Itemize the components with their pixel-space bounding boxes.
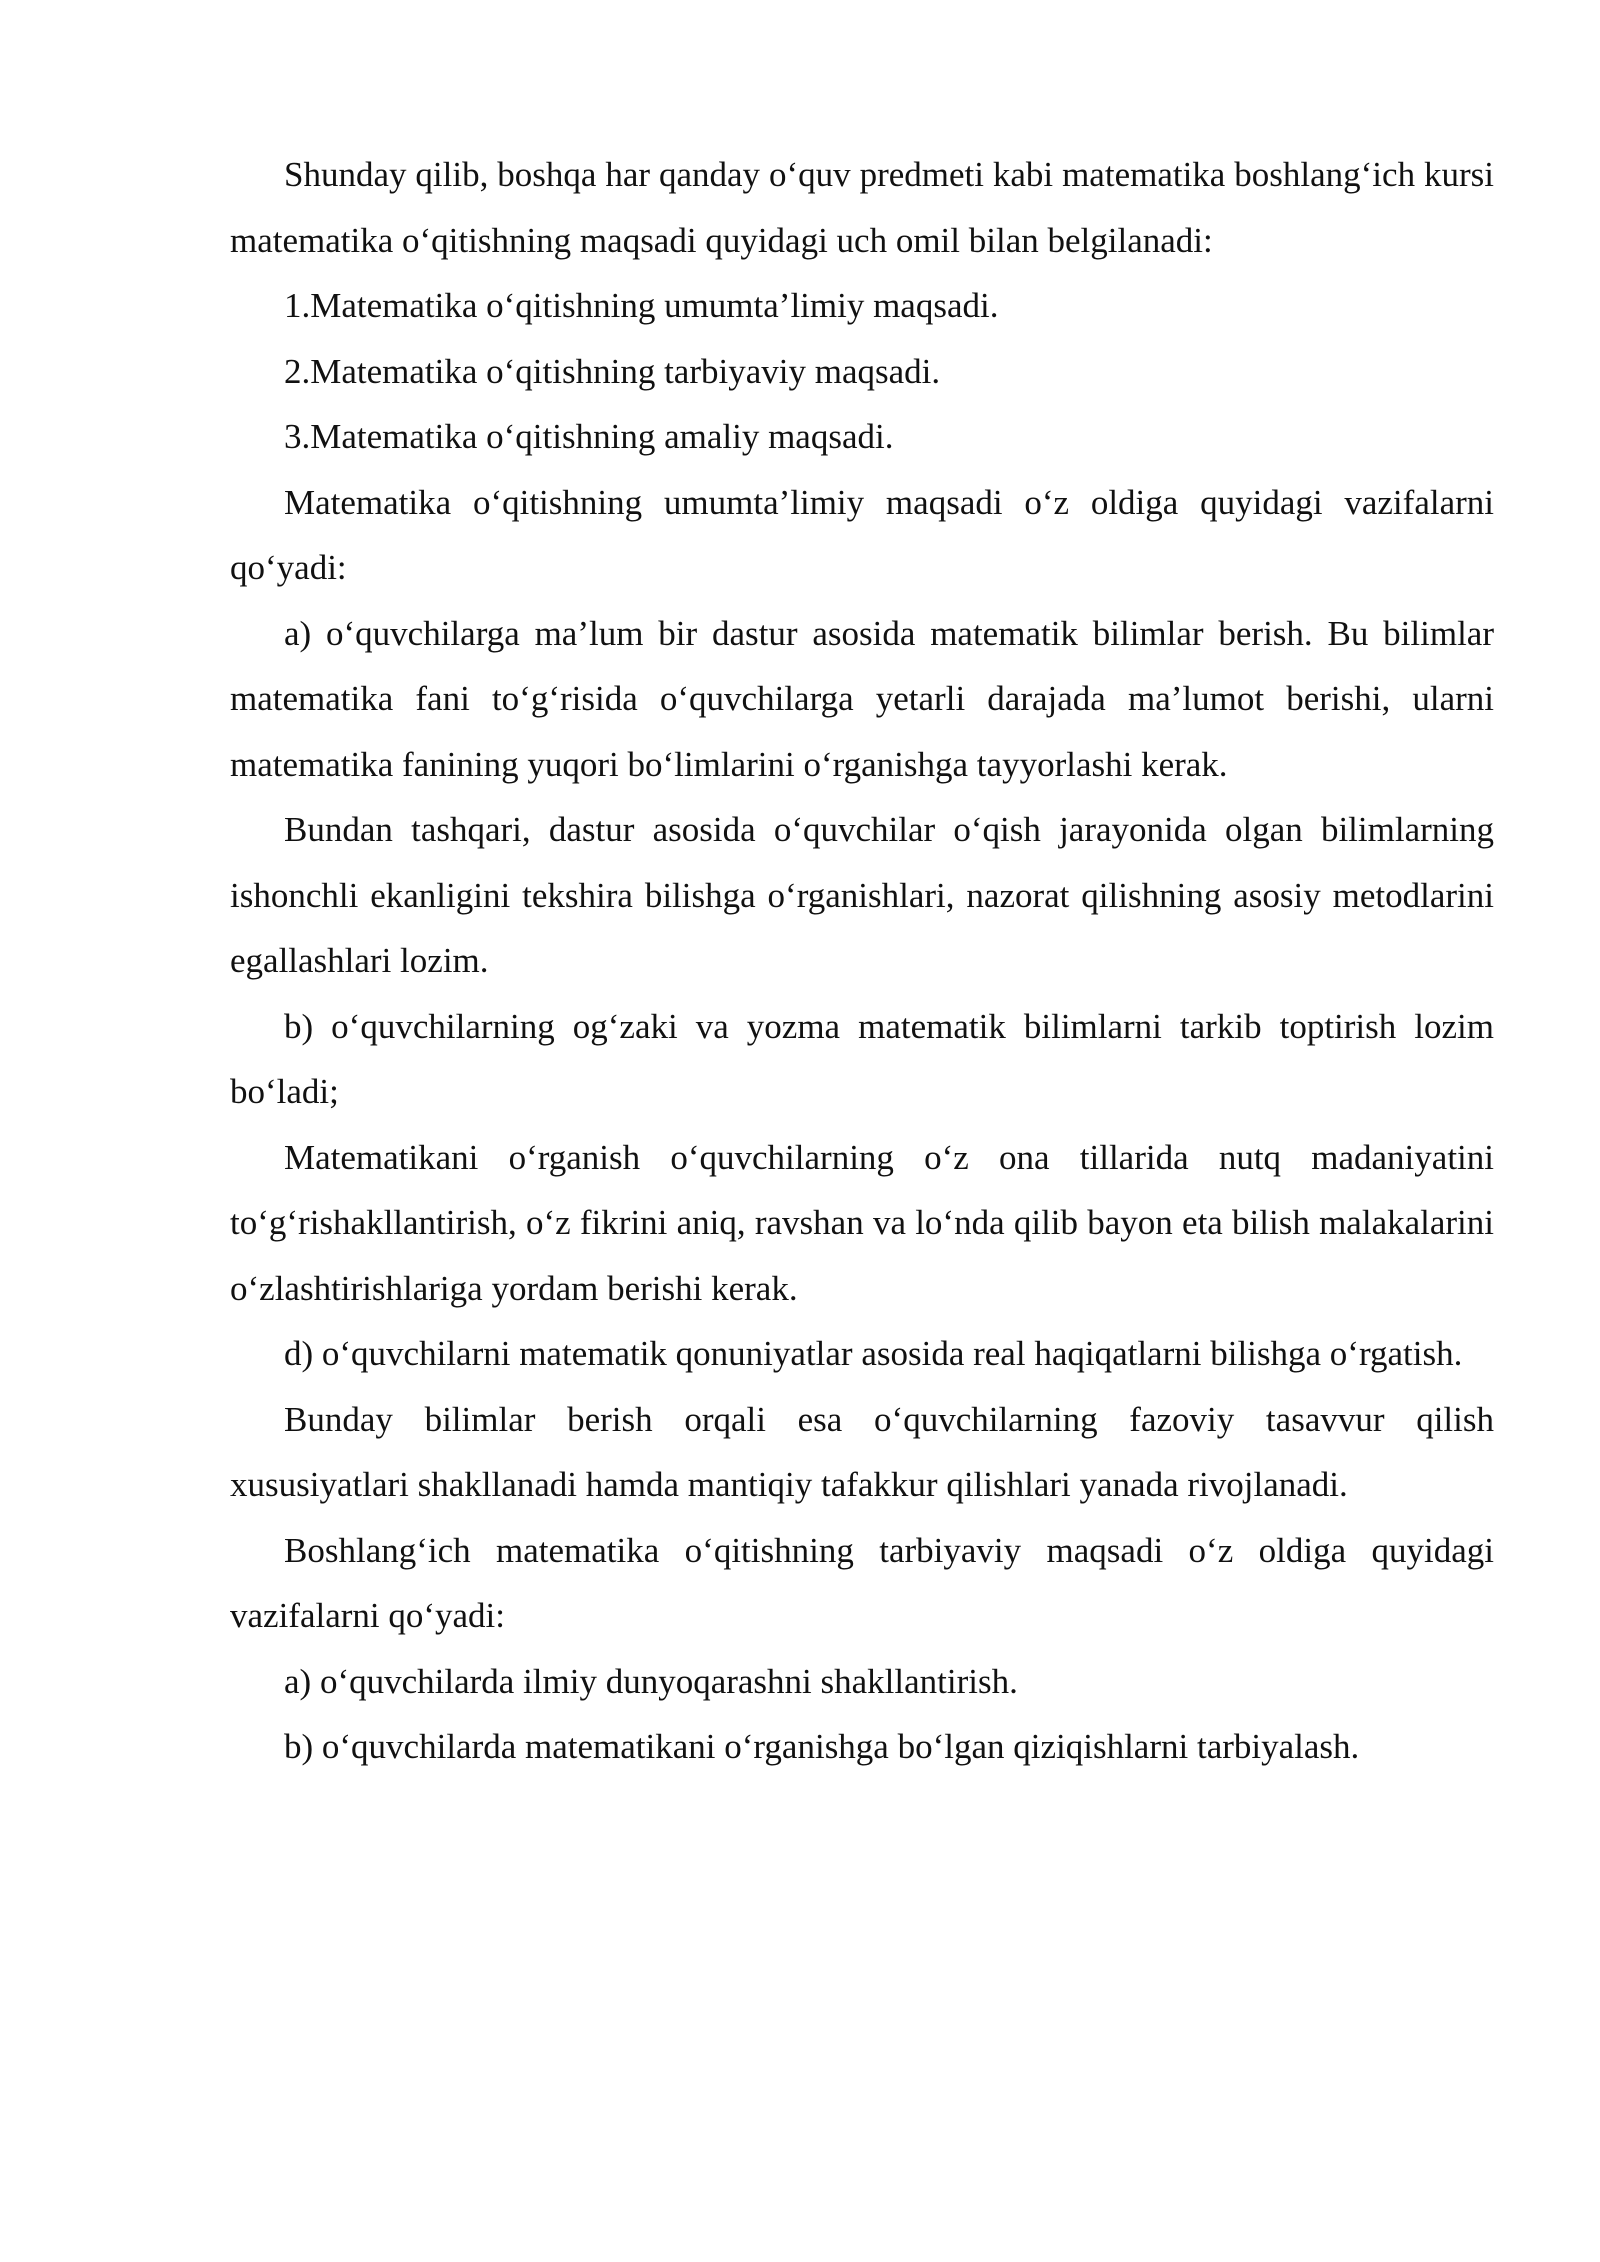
list-item-3: 3.Matematika o‘qitishning amaliy maqsadi. [284, 417, 894, 456]
paragraph-spatial-thinking: Bunday bilimlar berish orqali esa o‘quvchilarning fazoviy tasavvur qilish xususiyatlari shakllanadi hamda mantiqiy tafakkur qilishlari yanada rivojlanadi. [230, 1399, 1494, 1504]
paragraph-item-b: b) o‘quvchilarning og‘zaki va yozma matematik bilimlarni tarkib toptirish lozim bo‘ladi; [230, 1006, 1494, 1111]
paragraph-educational-item-b: b) o‘quvchilarda matematikani o‘rganishga bo‘lgan qiziqishlarni tarbiyalash. [284, 1727, 1360, 1766]
list-item-1: 1.Matematika o‘qitishning umumta’limiy maqsadi. [284, 286, 999, 325]
paragraph-educational-goal: Boshlang‘ich matematika o‘qitishning tarbiyaviy maqsadi o‘z oldiga quyidagi vazifalarni qo‘yadi: [230, 1530, 1494, 1635]
paragraph-general-goal: Matematika o‘qitishning umumta’limiy maqsadi o‘z oldiga quyidagi vazifalarni qo‘yadi: [230, 482, 1494, 587]
paragraph-item-a: a) o‘quvchilarga ma’lum bir dastur asosida matematik bilimlar berish. Bu bilimlar matematika fani to‘g‘risida o‘quvchilarga yetarli darajada ma’lumot berishi, ularni matematika fanining yuqori bo‘limlarini o‘rganishga tayyorlashi kerak. [230, 613, 1494, 784]
paragraph-intro: Shunday qilib, boshqa har qanday o‘quv predmeti kabi matematika boshlang‘ich kursi matematika o‘qitishning maqsadi quyidagi uch omil bilan belgilanadi: [230, 155, 1494, 260]
paragraph-educational-item-a: a) o‘quvchilarda ilmiy dunyoqarashni shakllantirish. [284, 1661, 1018, 1701]
list-item-2: 2.Matematika o‘qitishning tarbiyaviy maqsadi. [284, 351, 941, 391]
paragraph-speech-culture: Matematikani o‘rganish o‘quvchilarning o‘z ona tillarida nutq madaniyatini to‘g‘rishakllantirish, o‘z fikrini aniq, ravshan va lo‘nda qilib bayon eta bilish malakalarini o‘zlashtirishlariga yordam berishi kerak. [230, 1137, 1494, 1308]
paragraph-item-d: d) o‘quvchilarni matematik qonuniyatlar asosida real haqiqatlarni bilishga o‘rgatish. [284, 1334, 1463, 1373]
paragraph-control-methods: Bundan tashqari, dastur asosida o‘quvchilar o‘qish jarayonida olgan bilimlarning ishonchli ekanligini tekshira bilishga o‘rganishlari, nazorat qilishning asosiy metodlarini egallashlari lozim. [230, 810, 1494, 980]
document-body [230, 142, 1494, 1780]
